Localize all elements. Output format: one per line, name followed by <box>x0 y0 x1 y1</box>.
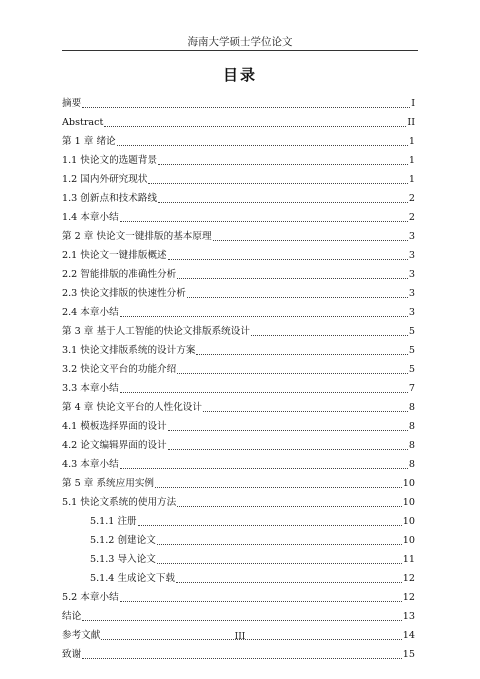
toc-entry[interactable] <box>62 132 415 151</box>
toc-dot-leader <box>138 524 402 526</box>
toc-entry-page: II <box>407 117 415 128</box>
toc-entry-page: 12 <box>402 592 415 603</box>
table-of-contents <box>62 94 415 664</box>
toc-entry[interactable] <box>62 360 415 379</box>
toc-entry-label: 5.1.2 创建论文 <box>90 535 156 546</box>
toc-entry-page: 7 <box>408 383 415 394</box>
toc-entry-label: 第 3 章 基于人工智能的快论文排版系统设计 <box>62 326 250 337</box>
toc-entry[interactable] <box>62 94 415 113</box>
toc-entry-page: 14 <box>402 630 415 641</box>
toc-entry[interactable] <box>62 474 415 493</box>
toc-entry-label: 3.3 本章小结 <box>62 383 119 394</box>
toc-dot-leader <box>203 410 408 412</box>
toc-entry-page: 3 <box>408 307 415 318</box>
toc-entry-page: 1 <box>408 174 415 185</box>
toc-entry-page: 15 <box>402 649 415 660</box>
toc-dot-leader <box>104 125 406 127</box>
toc-entry[interactable] <box>62 455 415 474</box>
toc-dot-leader <box>251 334 408 336</box>
running-header: 海南大学硕士学位论文 <box>187 36 293 48</box>
toc-entry-label: 5.1.1 注册 <box>90 516 137 527</box>
toc-dot-leader <box>157 562 402 564</box>
toc-entry-page: 8 <box>408 440 415 451</box>
toc-dot-leader <box>177 277 408 279</box>
toc-entry-label: 4.2 论文编辑界面的设计 <box>62 440 167 451</box>
toc-entry[interactable] <box>62 417 415 436</box>
toc-dot-leader <box>158 201 408 203</box>
toc-entry[interactable] <box>62 531 415 550</box>
toc-entry-page: 11 <box>402 554 415 565</box>
toc-dot-leader <box>82 657 402 659</box>
toc-dot-leader <box>158 163 408 165</box>
toc-entry-page: 8 <box>408 459 415 470</box>
toc-dot-leader <box>168 429 408 431</box>
toc-entry-label: 2.3 快论文排版的快速性分析 <box>62 288 186 299</box>
toc-dot-leader <box>177 372 408 374</box>
toc-entry-label: 5.2 本章小结 <box>62 592 119 603</box>
toc-entry[interactable] <box>62 151 415 170</box>
toc-entry-page: 1 <box>408 155 415 166</box>
toc-entry[interactable] <box>62 246 415 265</box>
toc-title: 目录 <box>222 66 257 84</box>
toc-entry-label: 4.3 本章小结 <box>62 459 119 470</box>
toc-entry-page: 3 <box>408 288 415 299</box>
toc-entry[interactable] <box>62 588 415 607</box>
toc-dot-leader <box>120 391 408 393</box>
toc-entry[interactable] <box>62 493 415 512</box>
toc-dot-leader <box>120 315 408 317</box>
toc-entry-label: 2.2 智能排版的准确性分析 <box>62 269 177 280</box>
toc-entry-page: 8 <box>408 421 415 432</box>
toc-entry[interactable] <box>62 379 415 398</box>
toc-dot-leader <box>117 144 408 146</box>
toc-entry[interactable] <box>62 436 415 455</box>
toc-entry-label: 1.1 快论文的选题背景 <box>62 155 158 166</box>
toc-dot-leader <box>120 600 402 602</box>
toc-entry-label: 4.1 模板选择界面的设计 <box>62 421 167 432</box>
toc-dot-leader <box>168 448 408 450</box>
toc-dot-leader <box>176 581 402 583</box>
toc-entry[interactable] <box>62 341 415 360</box>
toc-entry-page: I <box>411 98 415 109</box>
toc-entry-page: 13 <box>402 611 415 622</box>
toc-dot-leader <box>157 543 402 545</box>
toc-entry[interactable] <box>62 303 415 322</box>
toc-entry[interactable] <box>62 284 415 303</box>
toc-entry-page: 8 <box>408 402 415 413</box>
toc-entry[interactable] <box>62 569 415 588</box>
toc-entry[interactable] <box>62 322 415 341</box>
toc-dot-leader <box>120 220 408 222</box>
toc-entry-page: 2 <box>408 193 415 204</box>
toc-entry-label: 1.4 本章小结 <box>62 212 119 223</box>
toc-entry[interactable] <box>62 189 415 208</box>
toc-entry-page: 10 <box>402 516 415 527</box>
toc-entry-label: 1.3 创新点和技术路线 <box>62 193 158 204</box>
toc-entry-label: Abstract <box>62 117 104 128</box>
toc-dot-leader <box>148 182 407 184</box>
toc-entry[interactable] <box>62 607 415 626</box>
toc-dot-leader <box>168 258 408 260</box>
toc-entry[interactable] <box>62 227 415 246</box>
toc-entry[interactable] <box>62 550 415 569</box>
toc-entry-label: 5.1.4 生成论文下载 <box>90 573 176 584</box>
toc-entry-label: 致谢 <box>62 649 82 660</box>
page-number: III <box>234 632 246 642</box>
toc-dot-leader <box>187 296 408 298</box>
toc-entry-label: 5.1 快论文系统的使用方法 <box>62 497 177 508</box>
toc-entry-label: 5.1.3 导入论文 <box>90 554 156 565</box>
toc-entry-label: 结论 <box>62 611 82 622</box>
header-rule <box>62 50 418 51</box>
toc-dot-leader <box>213 239 408 241</box>
toc-entry-label: 第 4 章 快论文平台的人性化设计 <box>62 402 202 413</box>
toc-entry[interactable] <box>62 170 415 189</box>
toc-entry-page: 12 <box>402 573 415 584</box>
toc-dot-leader <box>82 106 410 108</box>
toc-entry-page: 5 <box>408 326 415 337</box>
toc-entry-page: 1 <box>408 136 415 147</box>
toc-entry-page: 5 <box>408 364 415 375</box>
toc-dot-leader <box>177 505 402 507</box>
toc-entry[interactable] <box>62 512 415 531</box>
toc-entry-page: 3 <box>408 250 415 261</box>
toc-entry-page: 10 <box>402 535 415 546</box>
toc-entry-label: 2.4 本章小结 <box>62 307 119 318</box>
toc-entry[interactable] <box>62 398 415 417</box>
toc-dot-leader <box>196 353 407 355</box>
toc-entry-label: 参考文献 <box>62 630 101 641</box>
toc-entry-page: 10 <box>402 497 415 508</box>
toc-entry-label: 3.2 快论文平台的功能介绍 <box>62 364 177 375</box>
toc-entry[interactable] <box>62 208 415 227</box>
toc-entry-label: 摘要 <box>62 98 82 109</box>
toc-entry[interactable] <box>62 645 415 664</box>
toc-entry-page: 5 <box>408 345 415 356</box>
toc-dot-leader <box>82 619 402 621</box>
toc-entry-label: 2.1 快论文一键排版概述 <box>62 250 167 261</box>
toc-entry[interactable] <box>62 265 415 284</box>
toc-entry-page: 2 <box>408 212 415 223</box>
toc-entry-label: 第 2 章 快论文一键排版的基本原理 <box>62 231 212 242</box>
toc-entry-label: 1.2 国内外研究现状 <box>62 174 148 185</box>
toc-entry-page: 10 <box>402 478 415 489</box>
toc-entry-page: 3 <box>408 269 415 280</box>
toc-entry-label: 3.1 快论文排版系统的设计方案 <box>62 345 196 356</box>
toc-dot-leader <box>120 467 408 469</box>
toc-dot-leader <box>155 486 402 488</box>
toc-entry-label: 第 5 章 系统应用实例 <box>62 478 155 489</box>
toc-entry-page: 3 <box>408 231 415 242</box>
toc-entry-label: 第 1 章 绪论 <box>62 136 116 147</box>
toc-entry[interactable] <box>62 113 415 132</box>
